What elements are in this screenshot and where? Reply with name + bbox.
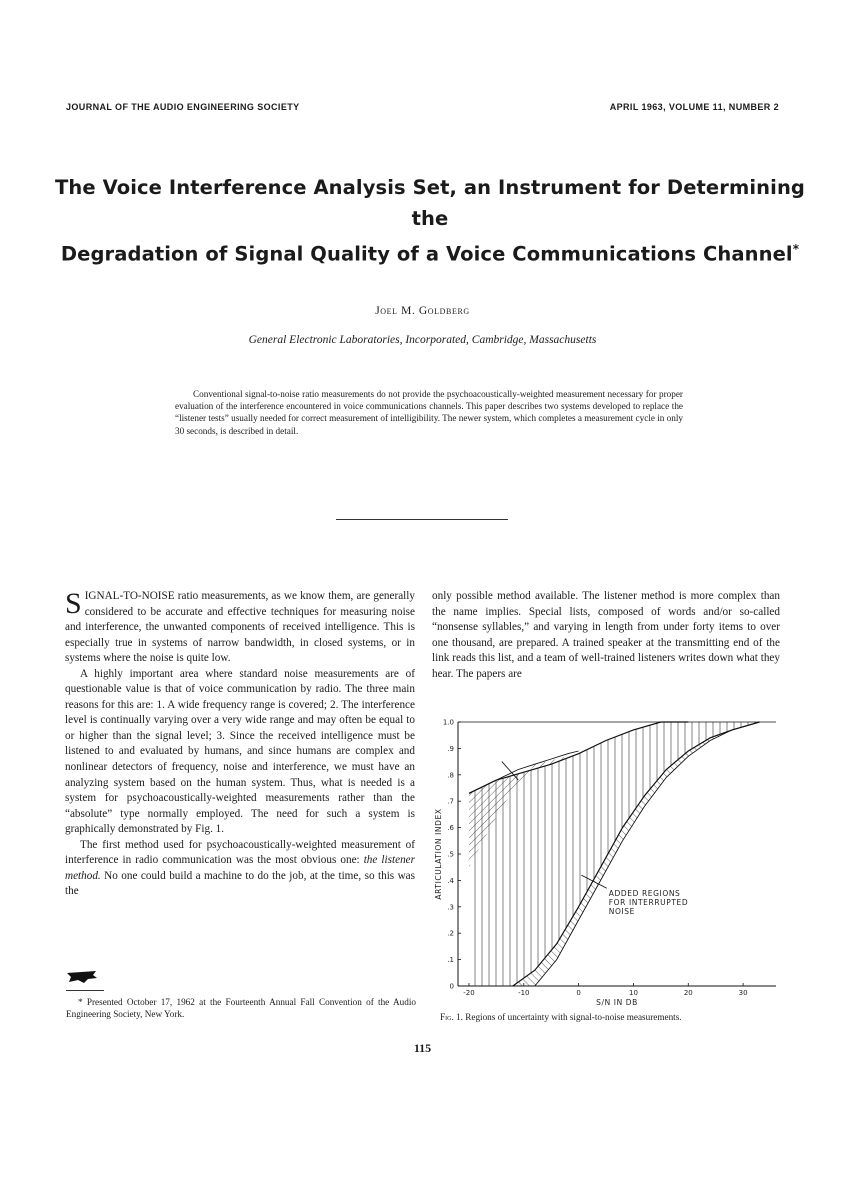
x-axis-label: S/N IN DB [596,998,638,1007]
y-tick-label: .9 [447,744,454,753]
page-number: 115 [413,1041,432,1055]
annotation-label: FOR INTERRUPTED [608,898,689,908]
paper-title [40,172,820,270]
paragraph-right-1: only possible method available. The listener method is more complex than the name implies. Special lists, composed of words and/or so-called “nonsense syllables,” and varying in length from under forty items to over one thousand, are prepared. A trained speaker at the transmitting end of the link reads this list, and a team of well-trained listeners writes down what they hear. The papers are [432,590,780,680]
x-tick-label: 30 [738,989,748,997]
figure-label: Fig. 1. [440,1012,463,1022]
y-tick-label: .7 [447,797,454,806]
footnote: * Presented October 17, 1962 at the Fourteenth Annual Fall Convention of the Audio Engineering Society, New York. [66,997,416,1019]
journal-header: JOURNAL OF THE AUDIO ENGINEERING SOCIETY [66,102,300,112]
right-column [432,589,780,682]
section-divider [336,519,508,520]
y-tick-label: .2 [447,929,454,938]
title-line-2: Degradation of Signal Quality of a Voice Communications Channel* [60,242,800,266]
y-tick-label: .6 [447,824,454,833]
annotation-label: ADDED REGIONS [608,889,681,899]
y-tick-label: .4 [447,876,454,885]
figure-caption: Fig. 1. Regions of uncertainty with signal-to-noise measurements. [440,1012,682,1022]
y-axis-label: ARTICULATION INDEX [434,808,443,900]
paragraph-2: A highly important area where standard noise measurements are of questionable value is that of voice communication by radio. The three main reasons for this are: 1. A wide frequency range is covered; 2. The interference level is continually varying over a very wide range and may often be equal to or higher than the signal level; 3. Since the received intelligence must be listened to and evaluated by humans, and since humans are complex and nonlinear detectors of frequency, noise and interference, we must have an analyzing system based on the human system. Thus, what is needed is a system for psychoacoustically-weighted measurements rather than the “absolute” type normally employed. The need for such a system is graphically demonstrated by Fig. 1. [65,667,415,836]
annotation-label: NOISE [608,907,636,917]
y-tick-label: .3 [447,903,454,912]
paragraph-1: SIGNAL-TO-NOISE ratio measurements, as we know them, are generally considered to be accurate and effective techniques for measuring noise and interference, the unwanted components of received intelligence. This is especially true in systems of narrow bandwidth, in closed systems, or in systems where the noise is quite low. [65,587,415,665]
y-tick-label: 0 [449,982,454,991]
x-tick-label: -10 [518,989,530,997]
title-footnote-mark: * [792,242,800,256]
footnote-rule [66,990,104,991]
author-affiliation: General Electronic Laboratories, Incorporated, Cambridge, Massachusetts [248,334,597,346]
figure-1-chart [432,712,782,1012]
left-column [65,589,415,900]
emphasis-listener-method: the listener method. [65,854,415,882]
abstract: Conventional signal-to-noise ratio measurements do not provide the psychoacoustically-weighted measurement necessary for proper evaluation of the interference encountered in voice communications channels. This paper describes two systems developed to replace the “listener tests” usually needed for correct measurement of intelligibility. The newer system, which completes a measurement cycle in only 30 seconds, is described in detail. [175,389,683,436]
y-tick-label: 1.0 [442,718,454,727]
paragraph-3: The first method used for psychoacoustically-weighted measurement of interference in radio communication was the most obvious one: the listener method. No one could build a machine to do the job, at the time, so this was the [65,838,415,898]
author-name: Joel M. Goldberg [375,305,470,317]
uncertainty-region [469,722,776,986]
y-tick-label: .1 [447,956,454,965]
x-tick-label: -20 [463,989,475,997]
x-tick-label: 0 [576,989,581,997]
x-tick-label: 20 [683,989,693,997]
plot-area [434,719,776,1008]
issue-header: APRIL 1963, VOLUME 11, NUMBER 2 [609,102,779,112]
opening-smallcaps: IGNAL-TO-NOISE [84,590,175,602]
title-line-1: The Voice Interference Analysis Set, an Instrument for Determining the [55,176,805,230]
ink-blot [66,970,98,984]
drop-cap: S [65,587,82,620]
y-tick-label: .5 [447,850,454,859]
y-tick-label: .8 [447,771,454,780]
x-tick-label: 10 [628,989,638,997]
